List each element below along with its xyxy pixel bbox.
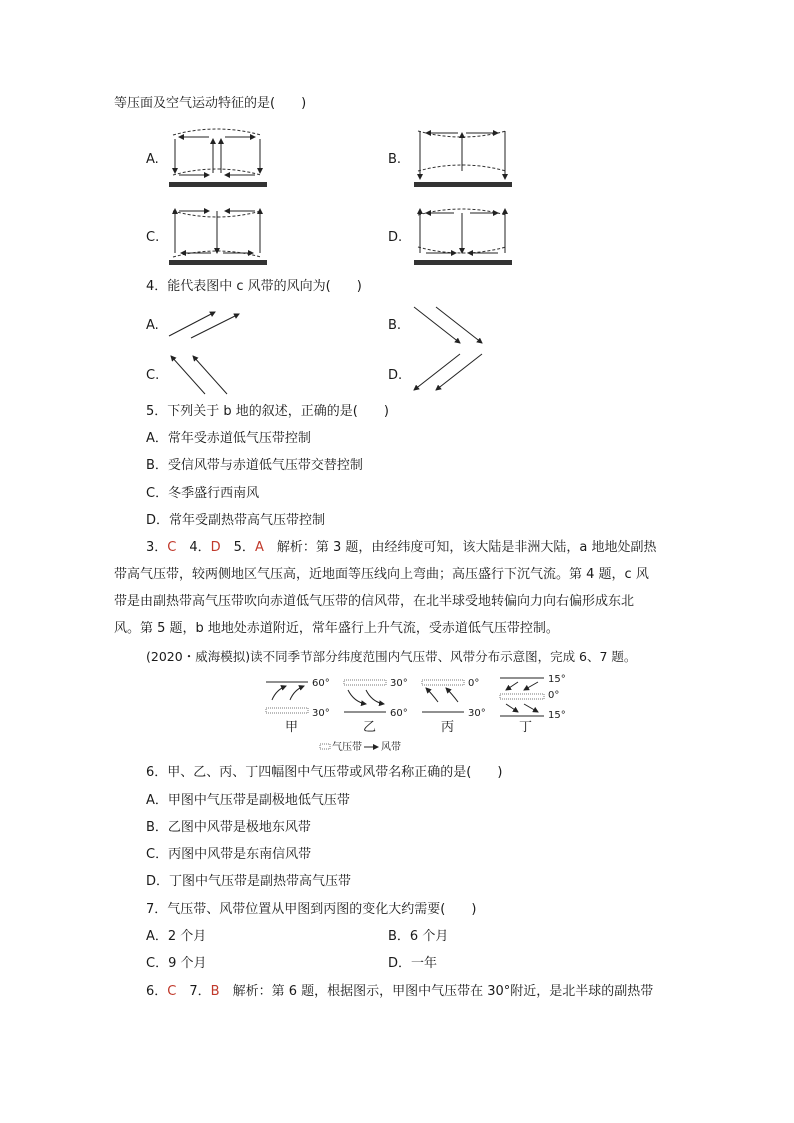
answer-7: B <box>210 984 220 999</box>
q3-option-a-diagram <box>165 125 275 191</box>
panel-yi-top: 30° <box>390 678 408 689</box>
q3-option-b-label: B. <box>388 152 402 167</box>
panel-jia <box>266 682 308 713</box>
q3-option-d-label: D. <box>388 230 403 245</box>
q4-option-d-arrows <box>410 350 490 396</box>
q4-option-c-label: C. <box>146 368 160 383</box>
panel-jia-bottom: 30° <box>312 708 330 719</box>
legend-belt-label: 气压带 <box>332 742 362 753</box>
q5-option-d: D．常年受副热带高气压带控制 <box>146 513 326 528</box>
panel-bing-bottom: 30° <box>468 708 486 719</box>
panel-yi-name: 乙 <box>363 720 377 735</box>
q6-option-b: B．乙图中风带是极地东风带 <box>146 820 311 835</box>
q4-option-b-label: B. <box>388 318 402 333</box>
answer-3-5-line-1: 3．C 4．D 5．A 解析：第 3 题，由经纬度可知，该大陆是非洲大陆，a 地地处副热 <box>146 540 657 555</box>
answer-6: C <box>167 984 177 999</box>
panel-yi <box>344 680 386 712</box>
figure-pressure-wind-belts <box>262 672 572 758</box>
q6-stem: 6．甲、乙、丙、丁四幅图中气压带或风带名称正确的是( ) <box>146 765 503 780</box>
answer-3-5-line-2: 带高气压带，较两侧地区气压高，近地面等压线向上弯曲；高压盛行下沉气流。第 4 题，c 风 <box>114 567 649 582</box>
q7-stem: 7．气压带、风带位置从甲图到丙图的变化大约需要( ) <box>146 902 477 917</box>
q3-option-d-diagram <box>410 203 520 269</box>
panel-bing-top: 0° <box>468 678 480 689</box>
q3-option-c-label: C. <box>146 230 160 245</box>
q5-stem: 5．下列关于 b 地的叙述，正确的是( ) <box>146 404 389 419</box>
answer-3-5-line-3: 带是由副热带高气压带吹向赤道低气压带的信风带，在北半球受地转偏向力向右偏形成东北 <box>114 594 635 609</box>
answer-3-5-line-4: 风。第 5 题，b 地地处赤道附近，常年盛行上升气流，受赤道低气压带控制。 <box>114 621 559 636</box>
panel-ding-name: 丁 <box>519 720 533 735</box>
panel-jia-top: 60° <box>312 678 330 689</box>
panel-ding <box>500 678 544 716</box>
q4-stem: 4．能代表图中 c 风带的风向为( ) <box>146 279 362 294</box>
q3-option-a-label: A. <box>146 152 159 167</box>
q4-option-a-label: A. <box>146 318 159 333</box>
q5-option-a: A．常年受赤道低气压带控制 <box>146 431 311 446</box>
intro-6-7: (2020・威海模拟)读不同季节部分纬度范围内气压带、风带分布示意图，完成 6、7 题。 <box>146 649 637 664</box>
panel-ding-mid: 0° <box>548 690 560 701</box>
panel-ding-top: 15° <box>548 674 566 685</box>
q6-option-a: A．甲图中气压带是副极地低气压带 <box>146 793 350 808</box>
q7-option-a: A．2 个月 <box>146 929 207 944</box>
q6-option-c: C．丙图中风带是东南信风带 <box>146 847 312 862</box>
panel-bing-name: 丙 <box>441 720 455 735</box>
q7-option-b: B．6 个月 <box>388 929 449 944</box>
q3-stem-tail: 等压面及空气运动特征的是( ) <box>114 96 307 111</box>
q3-option-b-diagram <box>410 125 520 191</box>
legend-belt-symbol <box>320 744 330 749</box>
q5-option-c: C．冬季盛行西南风 <box>146 486 260 501</box>
q7-option-d: D．一年 <box>388 956 438 971</box>
q6-option-d: D．丁图中气压带是副热带高气压带 <box>146 874 352 889</box>
panel-jia-name: 甲 <box>285 720 299 735</box>
answer-4: D <box>210 540 221 555</box>
answer-5: A <box>254 540 264 555</box>
panel-ding-bottom: 15° <box>548 710 566 721</box>
panel-yi-bottom: 60° <box>390 708 408 719</box>
q4-option-b-arrows <box>410 303 490 349</box>
legend-wind-label: 风带 <box>381 742 401 753</box>
panel-bing <box>422 680 464 712</box>
q4-option-d-label: D. <box>388 368 403 383</box>
answer-6-7-line-1: 6．C 7．B 解析：第 6 题，根据图示，甲图中气压带在 30°附近，是北半球的副热带 <box>146 984 654 999</box>
answer-3: C <box>167 540 177 555</box>
q4-option-c-arrows <box>165 352 245 398</box>
q4-option-a-arrows <box>165 308 245 340</box>
q3-option-c-diagram <box>165 203 275 269</box>
q5-option-b: B．受信风带与赤道低气压带交替控制 <box>146 458 363 473</box>
q7-option-c: C．9 个月 <box>146 956 207 971</box>
